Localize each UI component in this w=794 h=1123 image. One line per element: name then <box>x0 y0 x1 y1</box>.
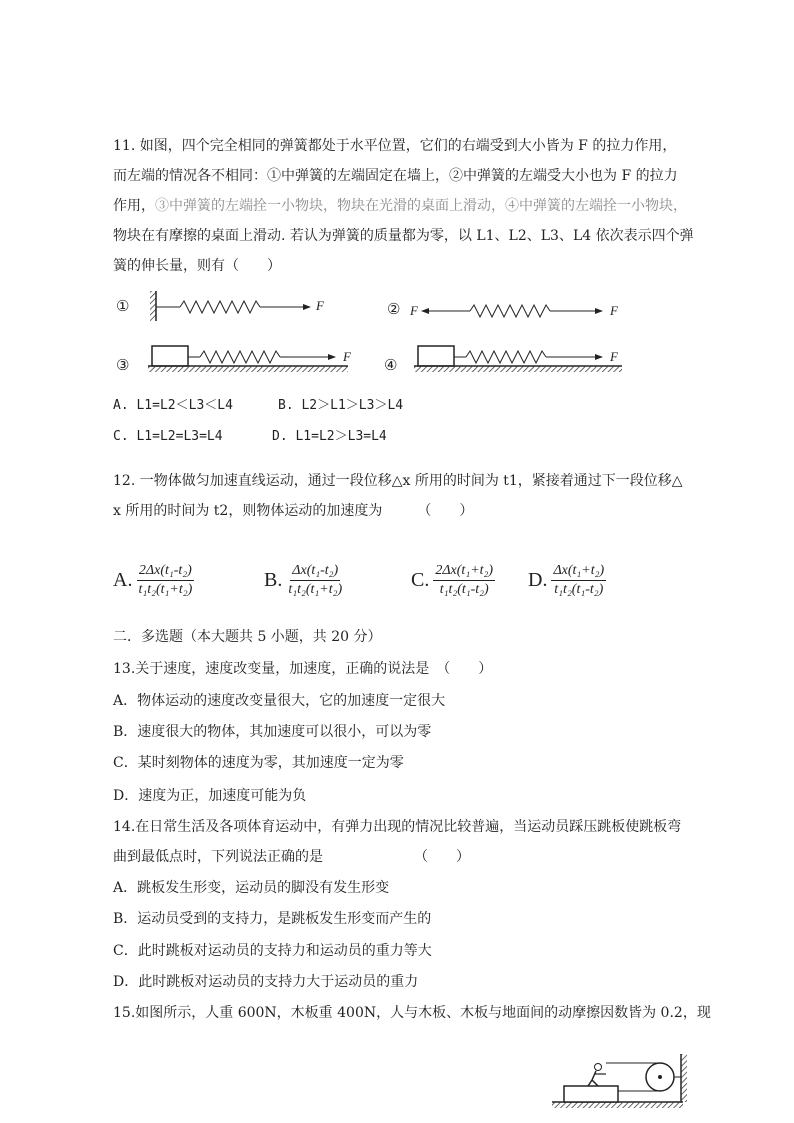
q12-option-a-label: A. <box>113 569 133 591</box>
figure-label-2: ② <box>387 300 401 318</box>
q14-line-2: 曲到最低点时，下列说法正确的是 （ ） <box>113 849 470 865</box>
q11-line-5: 簧的伸长量，则有（ ） <box>113 258 281 274</box>
force-label-1: F <box>316 298 324 313</box>
q11-line-3b: ③中弹簧的左端拴一小物块，物块在光滑的桌面上滑动，④中弹簧的左端拴一小物块， <box>155 198 687 214</box>
q11-option-b: B. L2＞L1＞L3＞L4 <box>278 398 404 413</box>
section-heading: 二．多选题（本大题共 5 小题，共 20 分） <box>113 629 382 645</box>
spring-figures <box>140 285 640 385</box>
q12-line-1: 12. 一物体做匀加速直线运动，通过一段位移△x 所用的时间为 t1，紧接着通过下一段位移△ <box>113 473 683 489</box>
q12-option-a-numerator: 2Δx(t₁-t₂) <box>137 562 194 581</box>
figure-label-4: ④ <box>384 356 398 374</box>
q12-option-a <box>113 562 194 599</box>
q12-option-d <box>528 562 606 599</box>
q12-option-c-denominator: t₁t₂(t₁-t₂) <box>439 582 489 597</box>
q12-line-2: x 所用的时间为 t2，则物体运动的加速度为 （ ） <box>113 503 474 519</box>
q11-line-3a: 作用， <box>113 198 155 214</box>
force-label-4: F <box>610 349 618 364</box>
q12-option-c-numerator: 2Δx(t₁+t₂) <box>433 562 495 581</box>
q14-option-d: D．此时跳板对运动员的支持力大于运动员的重力 <box>113 974 419 990</box>
q14-line-1: 14.在日常生活及各项体育运动中，有弹力出现的情况比较普遍，当运动员踩压跳板使跳板弯 <box>113 819 682 835</box>
q12-options <box>113 562 673 606</box>
pulley-figure <box>548 1052 688 1112</box>
board <box>564 1086 618 1102</box>
figure-label-1: ① <box>116 297 130 315</box>
q12-option-c-label: C. <box>411 569 430 591</box>
q11-option-d: D. L1=L2＞L3=L4 <box>272 429 387 444</box>
force-label-2-left: F <box>410 303 418 318</box>
q12-option-b-denominator: t₁t₂(t₁+t₂) <box>288 582 343 597</box>
force-label-2-right: F <box>610 303 618 318</box>
figure-2 <box>422 305 602 317</box>
q12-option-b <box>264 562 344 599</box>
q14-option-b: B．运动员受到的支持力，是跳板发生形变而产生的 <box>113 911 432 927</box>
figure-4 <box>414 346 622 372</box>
q14-option-a: A．跳板发生形变，运动员的脚没有发生形变 <box>113 880 390 896</box>
q13-option-c: C．某时刻物体的速度为零，其加速度一定为零 <box>113 755 404 771</box>
q13-option-a: A．物体运动的速度改变量很大，它的加速度一定很大 <box>113 693 446 709</box>
q11-option-c: C. L1=L2=L3=L4 <box>113 429 223 444</box>
q12-option-d-numerator: Δx(t₁+t₂) <box>551 562 606 581</box>
figure-label-3: ③ <box>116 356 130 374</box>
q12-option-d-denominator: t₁t₂(t₁-t₂) <box>554 582 604 597</box>
q12-option-b-label: B. <box>264 569 283 591</box>
q12-option-d-label: D. <box>528 569 548 591</box>
q11-line-3 <box>113 197 687 215</box>
q11-option-a: A. L1=L2＜L3＜L4 <box>113 398 233 413</box>
figure-3 <box>148 346 348 372</box>
q15-line-1: 15.如图所示，人重 600N，木板重 400N，人与木板、木板与地面间的动摩擦因数皆为 0.2，现 <box>113 1005 711 1021</box>
force-label-3: F <box>343 349 351 364</box>
q11-line-2: 而左端的情况各不相同：①中弹簧的左端固定在墙上，②中弹簧的左端受大小也为 F 的拉力 <box>113 168 678 184</box>
person-icon <box>595 1064 602 1071</box>
q13-option-d: D．速度为正，加速度可能为负 <box>113 788 307 804</box>
q12-option-a-denominator: t₁t₂(t₁+t₂) <box>138 582 193 597</box>
q13-option-b: B．速度很大的物体，其加速度可以很小，可以为零 <box>113 724 432 740</box>
q14-option-c: C．此时跳板对运动员的支持力和运动员的重力等大 <box>113 943 432 959</box>
figure-1 <box>150 291 310 321</box>
q11-line-1: 11. 如图，四个完全相同的弹簧都处于水平位置，它们的右端受到大小皆为 F 的拉力作用， <box>113 138 677 154</box>
q12-option-b-numerator: Δx(t₁-t₂) <box>290 562 340 581</box>
q13-stem: 13.关于速度，速度改变量，加速度，正确的说法是 （ ） <box>113 661 493 677</box>
q12-option-c <box>411 562 495 599</box>
q11-line-4: 物块在有摩擦的桌面上滑动. 若认为弹簧的质量都为零，以 L1、L2、L3、L4 依次表示四个弹 <box>113 228 694 244</box>
